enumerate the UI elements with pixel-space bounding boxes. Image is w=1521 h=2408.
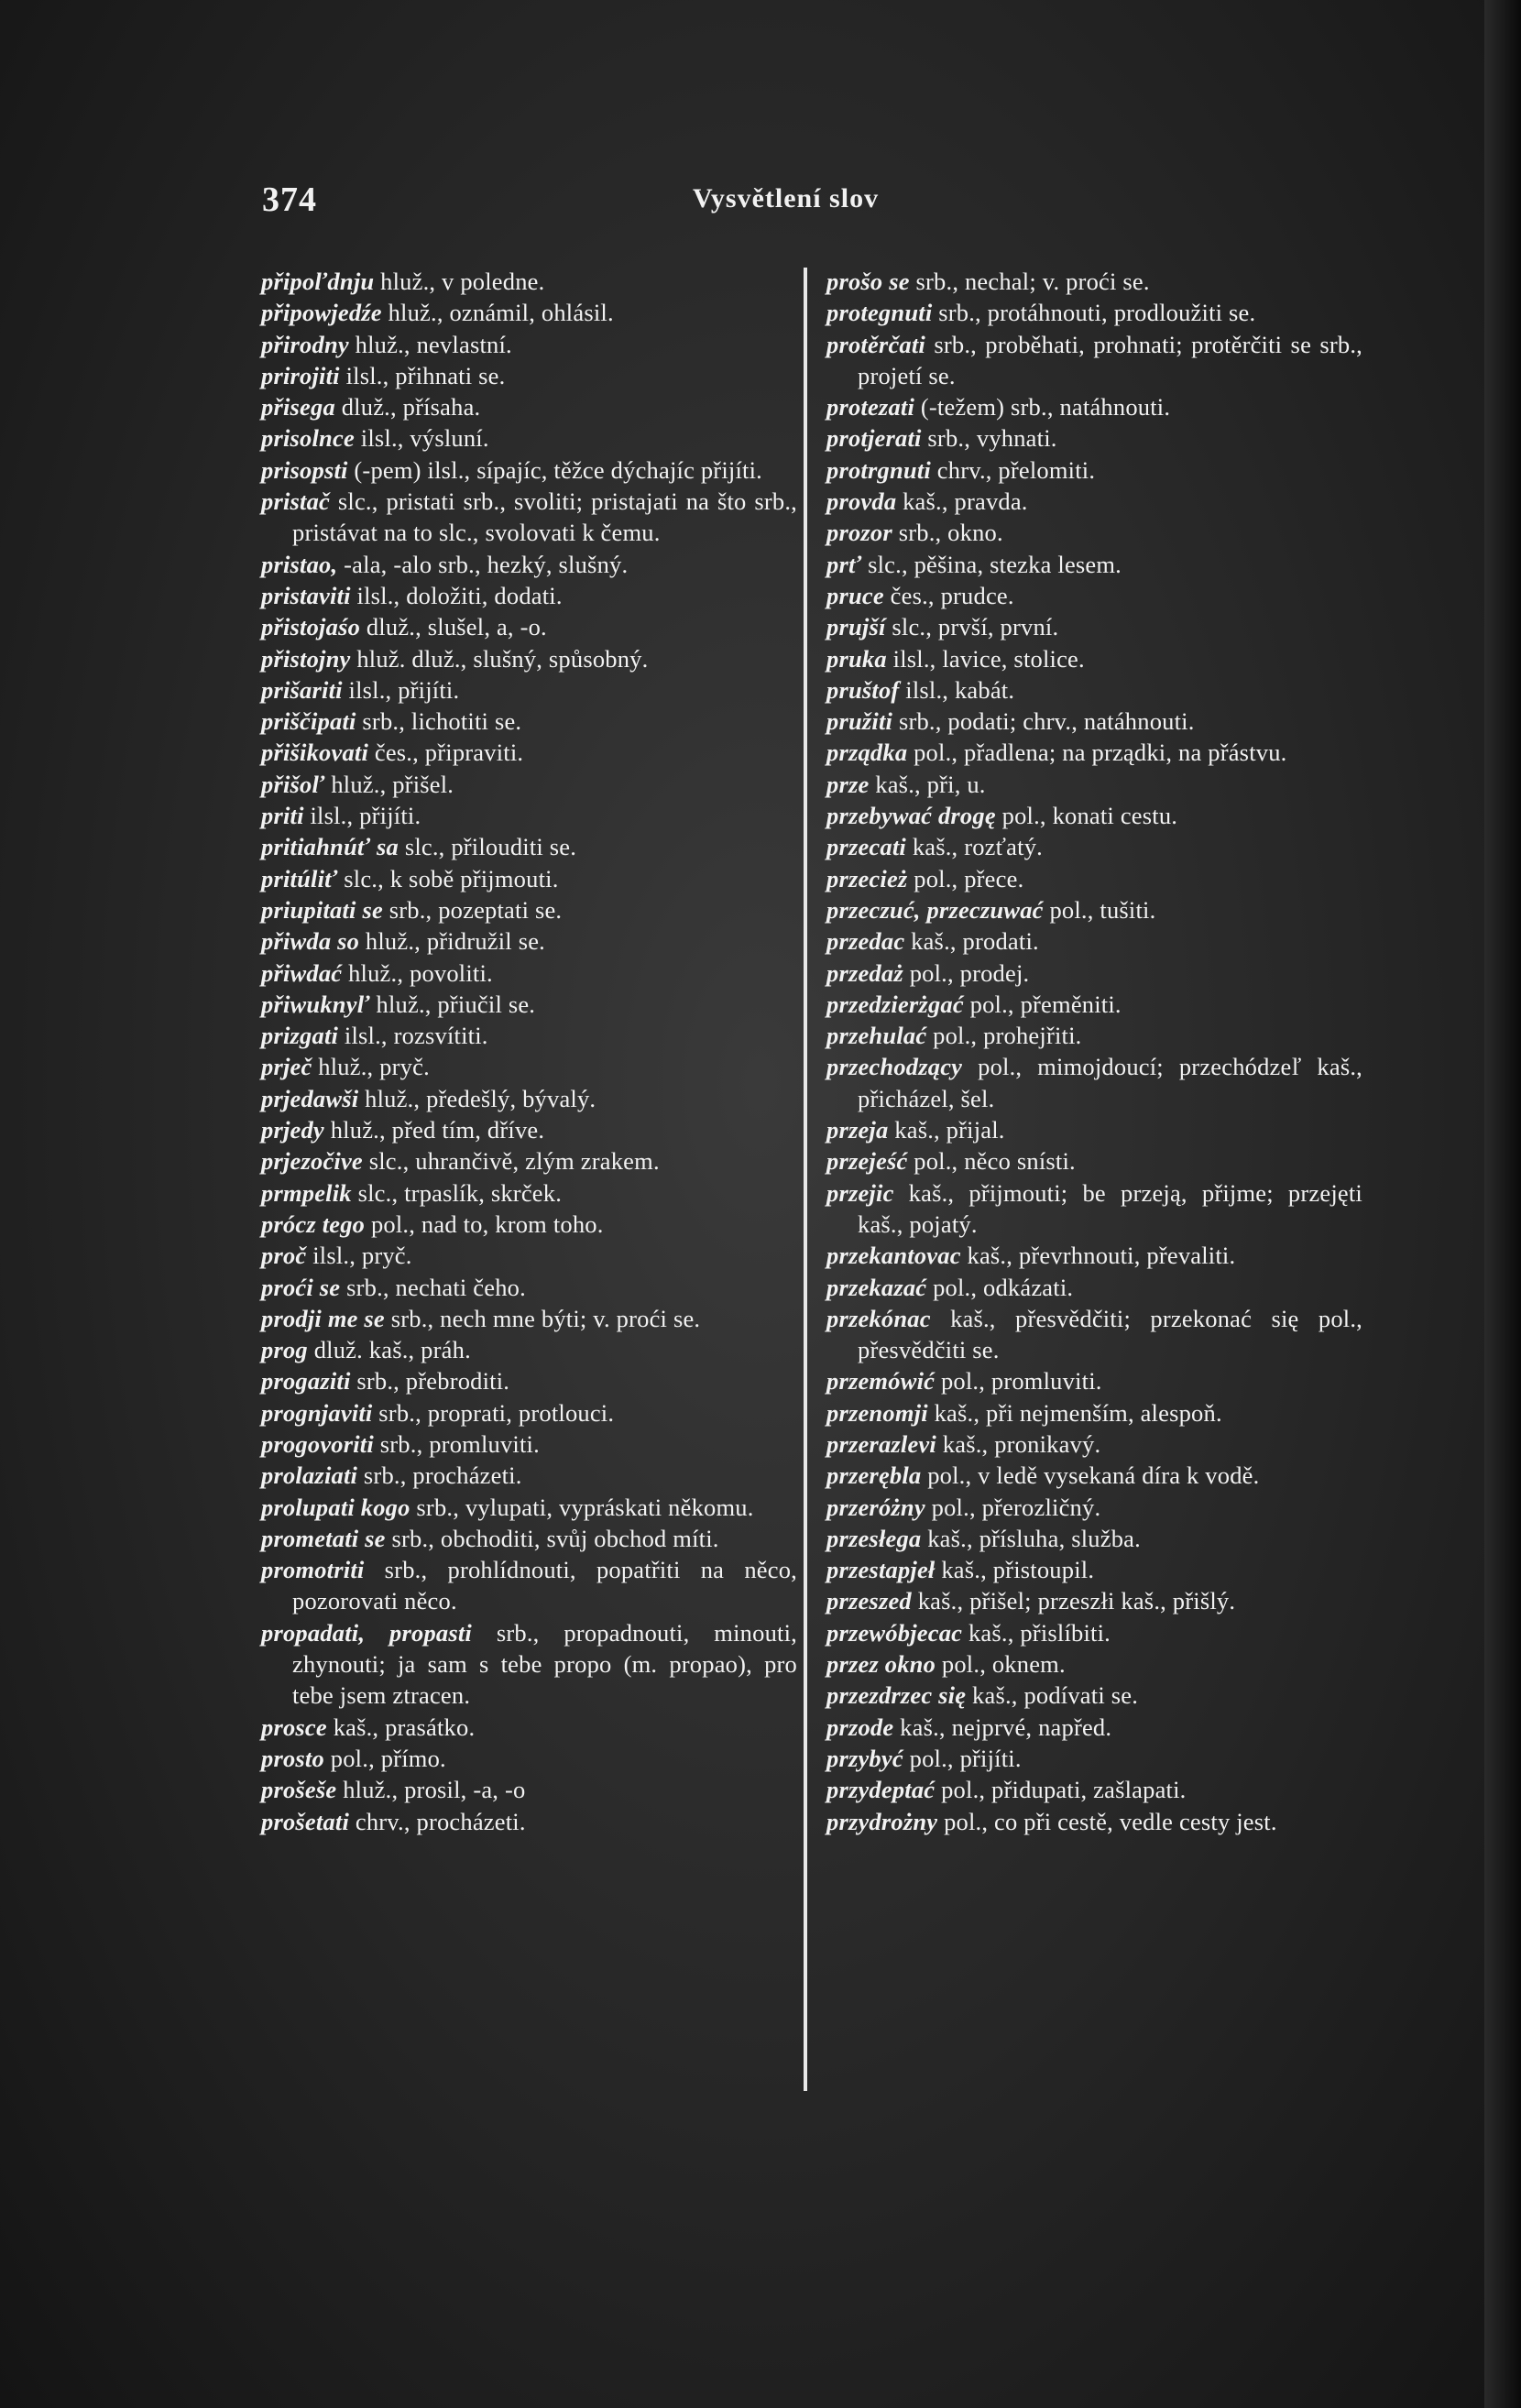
entry-definition: pol., prodej. <box>909 958 1030 987</box>
dictionary-entry <box>261 1617 797 1712</box>
dictionary-entry <box>261 674 797 706</box>
entry-headword: przestapjeł <box>826 1556 936 1584</box>
entry-headword: přisega <box>261 393 335 421</box>
entry-headword: przechodzący <box>826 1053 963 1081</box>
entry-definition: srb., nech mne býti; v. proći se. <box>390 1304 701 1332</box>
entry-definition: hluž., přiučil se. <box>376 990 536 1018</box>
dictionary-entry <box>826 1648 1362 1680</box>
entry-headword: przekónac <box>826 1304 931 1332</box>
page-number: 374 <box>262 181 317 219</box>
entry-headword: přišoľ <box>261 770 325 798</box>
dictionary-entry <box>261 1020 797 1051</box>
entry-headword: priti <box>261 802 304 830</box>
entry-headword: prosce <box>261 1713 327 1741</box>
entry-definition: srb., obchoditi, svůj obchod míti. <box>391 1524 719 1552</box>
dictionary-entry <box>261 769 797 800</box>
dictionary-entry <box>261 454 797 486</box>
entry-headword: progovoriti <box>261 1429 374 1458</box>
entry-headword: provda <box>826 487 897 516</box>
entry-definition: srb., pozeptati se. <box>388 895 563 924</box>
dictionary-entry <box>826 1020 1362 1051</box>
dictionary-entry <box>826 1680 1362 1711</box>
entry-definition: ilsl., pryč. <box>312 1242 412 1270</box>
entry-headword: priupitati se <box>261 895 383 924</box>
entry-headword: protrgnuti <box>826 455 931 484</box>
dictionary-entry <box>261 1712 797 1743</box>
dictionary-entry <box>826 1460 1362 1491</box>
entry-definition: dluž. kaš., práh. <box>313 1336 471 1364</box>
entry-definition: hluž., předešlý, bývalý. <box>365 1084 596 1112</box>
entry-headword: pristaviti <box>261 581 351 609</box>
dictionary-entry <box>826 1145 1362 1177</box>
entry-definition: srb., prohlídnouti, popatřiti na něco, pozorovati něco. <box>292 1556 797 1615</box>
entry-definition: chrv., procházeti. <box>355 1807 526 1835</box>
entry-definition: slc., uhrančivě, zlým zrakem. <box>368 1147 660 1176</box>
entry-definition: ilsl., výsluní. <box>360 424 489 453</box>
entry-definition: ilsl., přijíti. <box>348 675 460 704</box>
entry-definition: dluž., přísaha. <box>341 393 481 421</box>
entry-definition: kaš., přesvědčiti; przekonać się pol., přesvědčiti se. <box>858 1304 1362 1364</box>
entry-headword: pruka <box>826 644 887 673</box>
entry-headword: przejeść <box>826 1147 908 1176</box>
entry-headword: prošeše <box>261 1776 337 1804</box>
entry-definition: pol., něco snísti. <box>914 1147 1076 1176</box>
entry-headword: przejic <box>826 1178 894 1207</box>
entry-headword: prujší <box>826 613 886 641</box>
entry-definition: kaš., podívati se. <box>972 1681 1139 1710</box>
entry-headword: przedaż <box>826 958 903 987</box>
entry-headword: progaziti <box>261 1367 351 1396</box>
dictionary-entry <box>826 297 1362 328</box>
dictionary-entry <box>826 1177 1362 1241</box>
dictionary-entry <box>826 989 1362 1020</box>
dictionary-entry <box>261 1303 797 1334</box>
entry-definition: hluž., v poledne. <box>380 268 545 295</box>
entry-headword: przode <box>826 1713 894 1741</box>
entry-definition: ilsl., lavice, stolice. <box>892 644 1085 673</box>
entry-headword: přirodny <box>261 330 349 358</box>
entry-definition: kaš., přísluha, služba. <box>927 1524 1141 1552</box>
entry-definition: srb., podati; chrv., natáhnouti. <box>898 707 1195 736</box>
entry-headword: prócz tego <box>261 1209 366 1238</box>
dictionary-entry <box>826 1397 1362 1428</box>
dictionary-entry <box>826 391 1362 422</box>
entry-headword: przeczuć, przeczuwać <box>826 895 1044 924</box>
dictionary-entry <box>826 1428 1362 1460</box>
dictionary-entry <box>261 894 797 925</box>
entry-definition: kaš., převrhnouti, převaliti. <box>967 1242 1236 1270</box>
dictionary-entry <box>826 611 1362 642</box>
dictionary-entry <box>826 266 1362 297</box>
entry-headword: prišariti <box>261 675 343 704</box>
entry-headword: protezati <box>826 393 915 421</box>
entry-definition: srb., nechati čeho. <box>346 1273 526 1301</box>
entry-definition: pol., přeměniti. <box>969 990 1122 1018</box>
entry-headword: przezdrzec się <box>826 1681 967 1710</box>
entry-headword: prjedy <box>261 1116 324 1144</box>
entry-definition: (-pem) ilsl., sípajíc, těžce dýchajíc přijíti. <box>354 455 762 484</box>
entry-definition: srb., proprati, protlouci. <box>378 1398 615 1427</box>
entry-headword: przenomji <box>826 1398 928 1427</box>
entry-headword: przekazać <box>826 1273 927 1301</box>
entry-headword: przeja <box>826 1116 889 1144</box>
dictionary-entry <box>826 1712 1362 1743</box>
dictionary-entry <box>826 1051 1362 1114</box>
entry-definition: kaš., pronikavý. <box>942 1429 1101 1458</box>
entry-definition: ilsl., přijíti. <box>310 802 421 830</box>
entry-headword: prjedawši <box>261 1084 359 1112</box>
dictionary-entry <box>826 1806 1362 1837</box>
entry-headword: pruce <box>826 581 884 609</box>
dictionary-entry <box>826 1240 1362 1271</box>
entry-definition: srb., procházeti. <box>363 1461 522 1490</box>
entry-headword: przebywać drogę <box>826 802 996 830</box>
entry-headword: prosto <box>261 1744 324 1772</box>
entry-definition: pol., přijíti. <box>909 1744 1022 1772</box>
column-divider <box>804 268 807 2091</box>
entry-definition: srb., proběhati, prohnati; protěrčiti se srb., projetí se. <box>858 330 1362 389</box>
dictionary-entry <box>826 706 1362 737</box>
entry-definition: slc., pěšina, stezka lesem. <box>868 550 1122 578</box>
entry-headword: priščipati <box>261 707 356 736</box>
dictionary-entry <box>826 1585 1362 1616</box>
dictionary-entry <box>261 549 797 580</box>
entry-headword: przecież <box>826 864 908 892</box>
entry-headword: prządka <box>826 739 908 767</box>
entry-headword: prizgati <box>261 1022 339 1050</box>
dictionary-entry <box>261 706 797 737</box>
entry-headword: prolupati kogo <box>261 1493 410 1521</box>
entry-headword: prze <box>826 770 870 798</box>
dictionary-entry <box>261 1743 797 1774</box>
dictionary-entry <box>826 958 1362 989</box>
entry-definition: hluž., pryč. <box>318 1053 430 1081</box>
dictionary-entry <box>826 329 1362 392</box>
entry-headword: przeszed <box>826 1587 912 1615</box>
dictionary-entry <box>261 580 797 611</box>
dictionary-entry <box>826 737 1362 768</box>
entry-headword: prisopsti <box>261 455 348 484</box>
entry-headword: pritúliť <box>261 864 338 892</box>
entry-definition: hluž., oznámil, ohlásil. <box>388 299 614 327</box>
entry-definition: pol., oknem. <box>941 1650 1066 1679</box>
dictionary-entry <box>826 1523 1362 1554</box>
entry-headword: przekantovac <box>826 1242 961 1270</box>
entry-headword: prošo se <box>826 268 910 295</box>
entry-headword: proč <box>261 1242 307 1270</box>
dictionary-entry <box>261 925 797 957</box>
entry-headword: przedzierżgać <box>826 990 964 1018</box>
entry-definition: pol., mimojdoucí; przechódzeľ kaš., přicházel, šel. <box>858 1053 1363 1112</box>
dictionary-entry <box>261 297 797 328</box>
entry-definition: -ala, -alo srb., hezký, slušný. <box>344 550 629 578</box>
entry-definition: pol., v ledě vysekaná díra k vodě. <box>927 1461 1260 1490</box>
entry-headword: prjezočive <box>261 1147 363 1176</box>
entry-headword: przesłega <box>826 1524 922 1552</box>
entry-definition: kaš., prasátko. <box>333 1713 476 1741</box>
dictionary-entry <box>261 737 797 768</box>
dictionary-entry <box>261 831 797 862</box>
entry-definition: slc., pristati srb., svoliti; pristajati na što srb., pristávat na to slc., svolovati k čemu. <box>292 487 798 547</box>
entry-headword: přiwdać <box>261 958 343 987</box>
entry-headword: prirojiti <box>261 361 340 389</box>
entry-definition: čes., prudce. <box>890 581 1014 609</box>
dictionary-entry <box>826 517 1362 548</box>
dictionary-entry <box>261 266 797 297</box>
dictionary-entry <box>826 1774 1362 1805</box>
entry-headword: pristač <box>261 487 331 516</box>
dictionary-entry <box>826 863 1362 894</box>
entry-definition: kaš., přijmouti; be przeją, přijme; przejęti kaš., pojatý. <box>858 1178 1362 1238</box>
entry-definition: hluž., nevlastní. <box>355 330 512 358</box>
entry-definition: hluž., před tím, dříve. <box>330 1116 545 1144</box>
entry-headword: przerębla <box>826 1461 922 1490</box>
entry-headword: przydrożny <box>826 1807 938 1835</box>
entry-headword: přistojny <box>261 644 351 673</box>
dictionary-entry <box>261 360 797 391</box>
entry-definition: pol., přece. <box>914 864 1024 892</box>
entry-definition: kaš., nejprvé, napřed. <box>900 1713 1112 1741</box>
entry-headword: przerazlevi <box>826 1429 936 1458</box>
entry-headword: připoľdnju <box>261 268 375 295</box>
dictionary-entry <box>261 1083 797 1114</box>
dictionary-entry <box>826 1114 1362 1145</box>
entry-headword: prisolnce <box>261 424 355 453</box>
entry-headword: przybyć <box>826 1744 903 1772</box>
dictionary-entry <box>261 422 797 454</box>
entry-definition: kaš., prodati. <box>911 927 1039 956</box>
entry-headword: prječ <box>261 1053 312 1081</box>
dictionary-entry <box>261 1272 797 1303</box>
entry-headword: promotriti <box>261 1556 365 1584</box>
entry-headword: pristao, <box>261 550 338 578</box>
entry-definition: dluž., slušel, a, -o. <box>366 613 547 641</box>
entry-headword: pruštof <box>826 675 900 704</box>
entry-definition: kaš., rozťatý. <box>912 833 1043 861</box>
entry-definition: srb., lichotiti se. <box>362 707 522 736</box>
entry-definition: pol., přímo. <box>330 1744 446 1772</box>
entry-definition: chrv., přelomiti. <box>936 455 1096 484</box>
dictionary-entry <box>826 1272 1362 1303</box>
entry-headword: přiwuknyľ <box>261 990 370 1018</box>
entry-definition: srb., propadnouti, minouti, zhynouti; ja sam s tebe propo (m. propao), pro tebe jsem ztracen. <box>292 1618 797 1710</box>
dictionary-entry <box>261 1554 797 1617</box>
entry-headword: prmpelik <box>261 1178 352 1207</box>
entry-headword: prognjaviti <box>261 1398 373 1427</box>
entry-headword: prť <box>826 550 862 578</box>
dictionary-entry <box>261 1806 797 1837</box>
dictionary-entry <box>261 329 797 360</box>
entry-headword: prozor <box>826 519 892 547</box>
entry-definition: pol., odkázati. <box>933 1273 1074 1301</box>
entry-definition: srb., protáhnouti, prodloužiti se. <box>938 299 1256 327</box>
dictionary-entry <box>261 989 797 1020</box>
dictionary-entry <box>826 925 1362 957</box>
entry-headword: przehulać <box>826 1022 927 1050</box>
dictionary-entry <box>826 831 1362 862</box>
dictionary-entry <box>826 674 1362 706</box>
dictionary-entry <box>826 1365 1362 1396</box>
dictionary-entry <box>826 1303 1362 1366</box>
dictionary-entry <box>261 1209 797 1240</box>
entry-definition: kaš., přišel; przeszłi kaš., přišlý. <box>917 1587 1236 1615</box>
dictionary-entry <box>261 1492 797 1523</box>
dictionary-entry <box>826 643 1362 674</box>
entry-headword: przewóbjecac <box>826 1618 963 1647</box>
dictionary-entry <box>261 800 797 831</box>
dictionary-entry <box>261 611 797 642</box>
dictionary-entry <box>826 800 1362 831</box>
dictionary-entry <box>261 486 797 549</box>
entry-definition: srb., vyhnati. <box>927 424 1057 453</box>
entry-headword: prometati se <box>261 1524 386 1552</box>
entry-definition: pol., prohejřiti. <box>933 1022 1082 1050</box>
dictionary-entry <box>826 894 1362 925</box>
entry-definition: pol., nad to, krom toho. <box>370 1209 604 1238</box>
entry-headword: przemówić <box>826 1367 936 1396</box>
entry-definition: srb., nechal; v. proći se. <box>915 268 1150 295</box>
entry-definition: kaš., přislíbiti. <box>968 1618 1111 1647</box>
dictionary-entry <box>261 1177 797 1209</box>
entry-headword: przez okno <box>826 1650 936 1679</box>
entry-definition: hluž., povoliti. <box>348 958 493 987</box>
page-edge-shadow <box>1484 0 1521 2408</box>
entry-headword: propadati, propasti <box>261 1618 472 1647</box>
entry-definition: kaš., přistoupil. <box>941 1556 1095 1584</box>
dictionary-entry <box>261 1145 797 1177</box>
entry-definition: srb., okno. <box>898 519 1003 547</box>
entry-definition: ilsl., rozsvítiti. <box>344 1022 488 1050</box>
dictionary-entry <box>261 863 797 894</box>
dictionary-entry <box>261 1114 797 1145</box>
dictionary-entry <box>826 1492 1362 1523</box>
entry-headword: protěrčati <box>826 330 925 358</box>
dictionary-entry <box>826 486 1362 517</box>
running-title: Vysvětlení slov <box>693 183 880 213</box>
entry-definition: pol., přadlena; na prządki, na přástvu. <box>914 739 1287 767</box>
entry-headword: prolaziati <box>261 1461 358 1490</box>
entry-definition: pol., co při cestě, vedle cesty jest. <box>944 1807 1277 1835</box>
left-column <box>261 266 797 1837</box>
dictionary-entry <box>826 422 1362 454</box>
entry-definition: slc., k sobě přijmouti. <box>344 864 559 892</box>
entry-definition: ilsl., kabát. <box>905 675 1015 704</box>
page-header <box>262 180 1362 225</box>
dictionary-entry <box>261 1774 797 1805</box>
entry-definition: hluž., prosil, -a, -o <box>343 1776 526 1804</box>
entry-headword: proći se <box>261 1273 341 1301</box>
dictionary-entry <box>261 1428 797 1460</box>
dictionary-entry <box>826 769 1362 800</box>
dictionary-entry <box>261 958 797 989</box>
dictionary-entry <box>826 1617 1362 1648</box>
entry-definition: pol., přidupati, zašlapati. <box>941 1776 1187 1804</box>
entry-headword: prog <box>261 1336 308 1364</box>
entry-definition: kaš., pravda. <box>903 487 1028 516</box>
entry-headword: prodji me se <box>261 1304 385 1332</box>
entry-definition: srb., promluviti. <box>379 1429 540 1458</box>
entry-definition: kaš., přijal. <box>894 1116 1005 1144</box>
dictionary-entry <box>261 1334 797 1365</box>
entry-definition: kaš., při, u. <box>875 770 986 798</box>
entry-headword: přiwda so <box>261 927 360 956</box>
entry-definition: slc., trpaslík, skrček. <box>357 1178 563 1207</box>
dictionary-entry <box>826 580 1362 611</box>
entry-definition: ilsl., přihnati se. <box>345 361 506 389</box>
dictionary-entry <box>826 549 1362 580</box>
entry-headword: přistojaśo <box>261 613 361 641</box>
dictionary-entry <box>826 1743 1362 1774</box>
entry-definition: slc., prvší, první. <box>892 613 1059 641</box>
entry-definition: srb., vylupati, vypráskati někomu. <box>416 1493 754 1521</box>
entry-headword: protegnuti <box>826 299 933 327</box>
entry-definition: pol., přerozličný. <box>931 1493 1101 1521</box>
dictionary-entry <box>261 1460 797 1491</box>
entry-definition: slc., přilouditi se. <box>404 833 577 861</box>
dictionary-entry <box>261 1365 797 1396</box>
entry-headword: připowjedźe <box>261 299 382 327</box>
entry-definition: ilsl., doložiti, dodati. <box>356 581 563 609</box>
entry-definition: pol., promluviti. <box>940 1367 1102 1396</box>
entry-definition: kaš., při nejmenším, alespoň. <box>934 1398 1222 1427</box>
dictionary-entry <box>826 454 1362 486</box>
entry-definition: srb., přebroditi. <box>356 1367 510 1396</box>
entry-headword: przedac <box>826 927 905 956</box>
entry-headword: przecati <box>826 833 906 861</box>
dictionary-entry <box>261 1397 797 1428</box>
dictionary-entry <box>826 1554 1362 1585</box>
entry-headword: prošetati <box>261 1807 350 1835</box>
dictionary-entry <box>261 643 797 674</box>
dictionary-entry <box>261 1523 797 1554</box>
entry-headword: přišikovati <box>261 739 369 767</box>
entry-headword: pružiti <box>826 707 893 736</box>
entry-headword: przydeptać <box>826 1776 936 1804</box>
entry-definition: hluž., přišel. <box>331 770 454 798</box>
right-column <box>826 266 1362 1837</box>
dictionary-entry <box>261 391 797 422</box>
dictionary-entry <box>261 1240 797 1271</box>
entry-definition: (-težem) srb., natáhnouti. <box>920 393 1171 421</box>
entry-headword: pritiahnúť sa <box>261 833 399 861</box>
dictionary-entry <box>261 1051 797 1082</box>
entry-definition: pol., tušiti. <box>1049 895 1156 924</box>
entry-headword: protjerati <box>826 424 922 453</box>
entry-definition: pol., konati cestu. <box>1001 802 1178 830</box>
entry-headword: przeróżny <box>826 1493 925 1521</box>
entry-definition: hluž. dluž., slušný, spůsobný. <box>356 644 649 673</box>
entry-definition: čes., připraviti. <box>374 739 524 767</box>
entry-definition: hluž., přidružil se. <box>365 927 545 956</box>
